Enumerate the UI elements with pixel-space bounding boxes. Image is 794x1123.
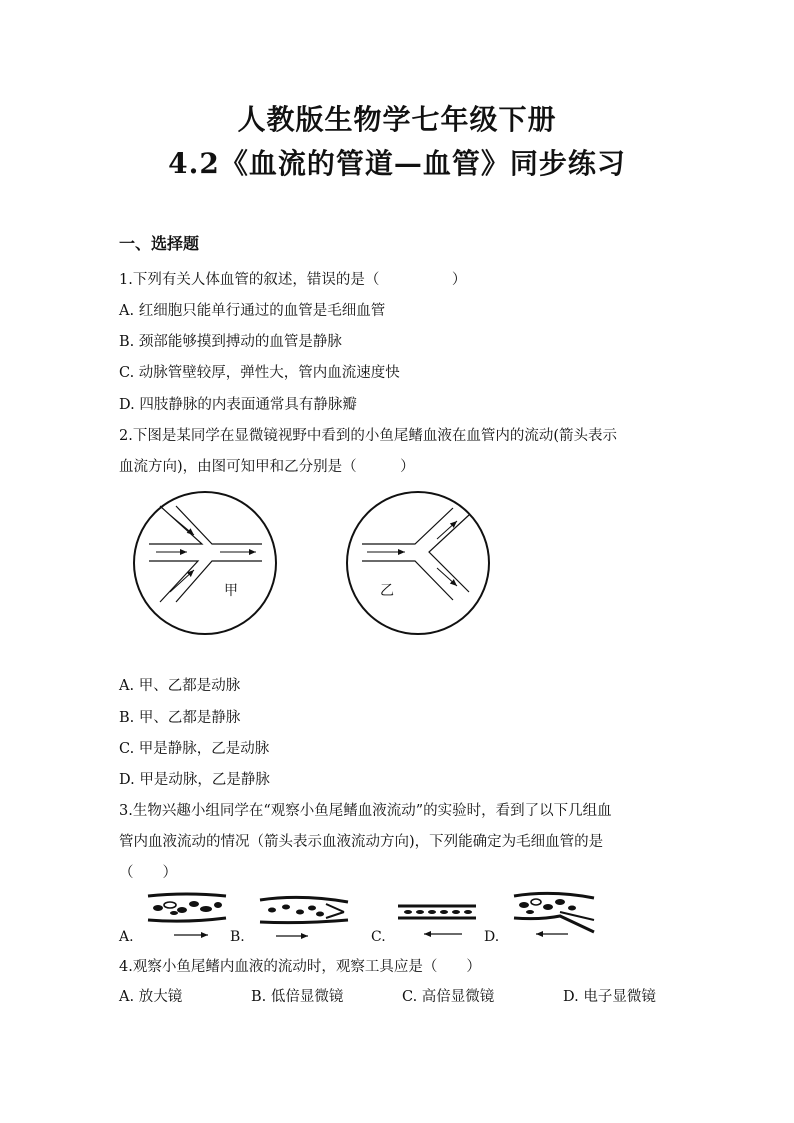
q2-figure-jia <box>132 488 278 638</box>
q2-option-b: B. 甲、乙都是静脉 <box>119 710 241 726</box>
q2-stem-line1: 2.下图是某同学在显微镜视野中看到的小鱼尾鳍血液在血管内的流动(箭头表示 <box>119 428 617 444</box>
q3-stem-line2: 管内血液流动的情况（箭头表示血液流动方向)，下列能确定为毛细血管的是 <box>119 834 604 850</box>
q3-stem-line3: （ ） <box>119 865 177 881</box>
q4-option-c: C. 高倍显微镜 <box>402 989 495 1005</box>
q1-option-d: D. 四肢静脉的内表面通常具有静脉瓣 <box>119 397 357 413</box>
q4-option-b: B. 低倍显微镜 <box>251 989 344 1005</box>
q1-option-b: B. 颈部能够摸到搏动的血管是静脉 <box>119 334 342 350</box>
q3-image-c <box>396 898 480 942</box>
q4-option-d: D. 电子显微镜 <box>563 989 656 1005</box>
q3-image-d <box>510 888 596 942</box>
q2-figure-label-yi: 乙 <box>380 583 394 599</box>
page-subtitle: 4.2《血流的管道—血管》同步练习 <box>168 147 626 180</box>
section-heading: 一、选择题 <box>119 234 200 253</box>
q2-option-d: D. 甲是动脉，乙是静脉 <box>119 772 270 788</box>
q4-option-a: A. 放大镜 <box>119 989 183 1005</box>
q2-option-c: C. 甲是静脉，乙是动脉 <box>119 741 270 757</box>
q3-option-d-label: D. <box>484 929 500 945</box>
q1-option-a: A. 红细胞只能单行通过的血管是毛细血管 <box>119 303 386 319</box>
q2-figure-label-jia: 甲 <box>224 583 238 599</box>
q4-stem: 4.观察小鱼尾鳍内血液的流动时，观察工具应是（ ） <box>119 959 481 975</box>
q1-option-c: C. 动脉管壁较厚，弹性大，管内血流速度快 <box>119 365 400 381</box>
q3-stem-line1: 3.生物兴趣小组同学在“观察小鱼尾鳍血液流动”的实验时，看到了以下几组血 <box>119 803 612 819</box>
q3-image-b <box>256 890 350 942</box>
q2-stem-line2: 血流方向)，由图可知甲和乙分别是（ ） <box>119 459 415 475</box>
q3-option-a-label: A. <box>119 929 134 945</box>
q3-image-a <box>146 890 228 942</box>
q1-stem: 1.下列有关人体血管的叙述，错误的是（ ） <box>119 272 467 288</box>
q2-option-a: A. 甲、乙都是动脉 <box>119 678 241 694</box>
page-title: 人教版生物学七年级下册 <box>237 103 557 136</box>
q2-figure-yi <box>345 488 491 638</box>
q3-option-c-label: C. <box>371 929 386 945</box>
q3-option-b-label: B. <box>230 929 245 945</box>
